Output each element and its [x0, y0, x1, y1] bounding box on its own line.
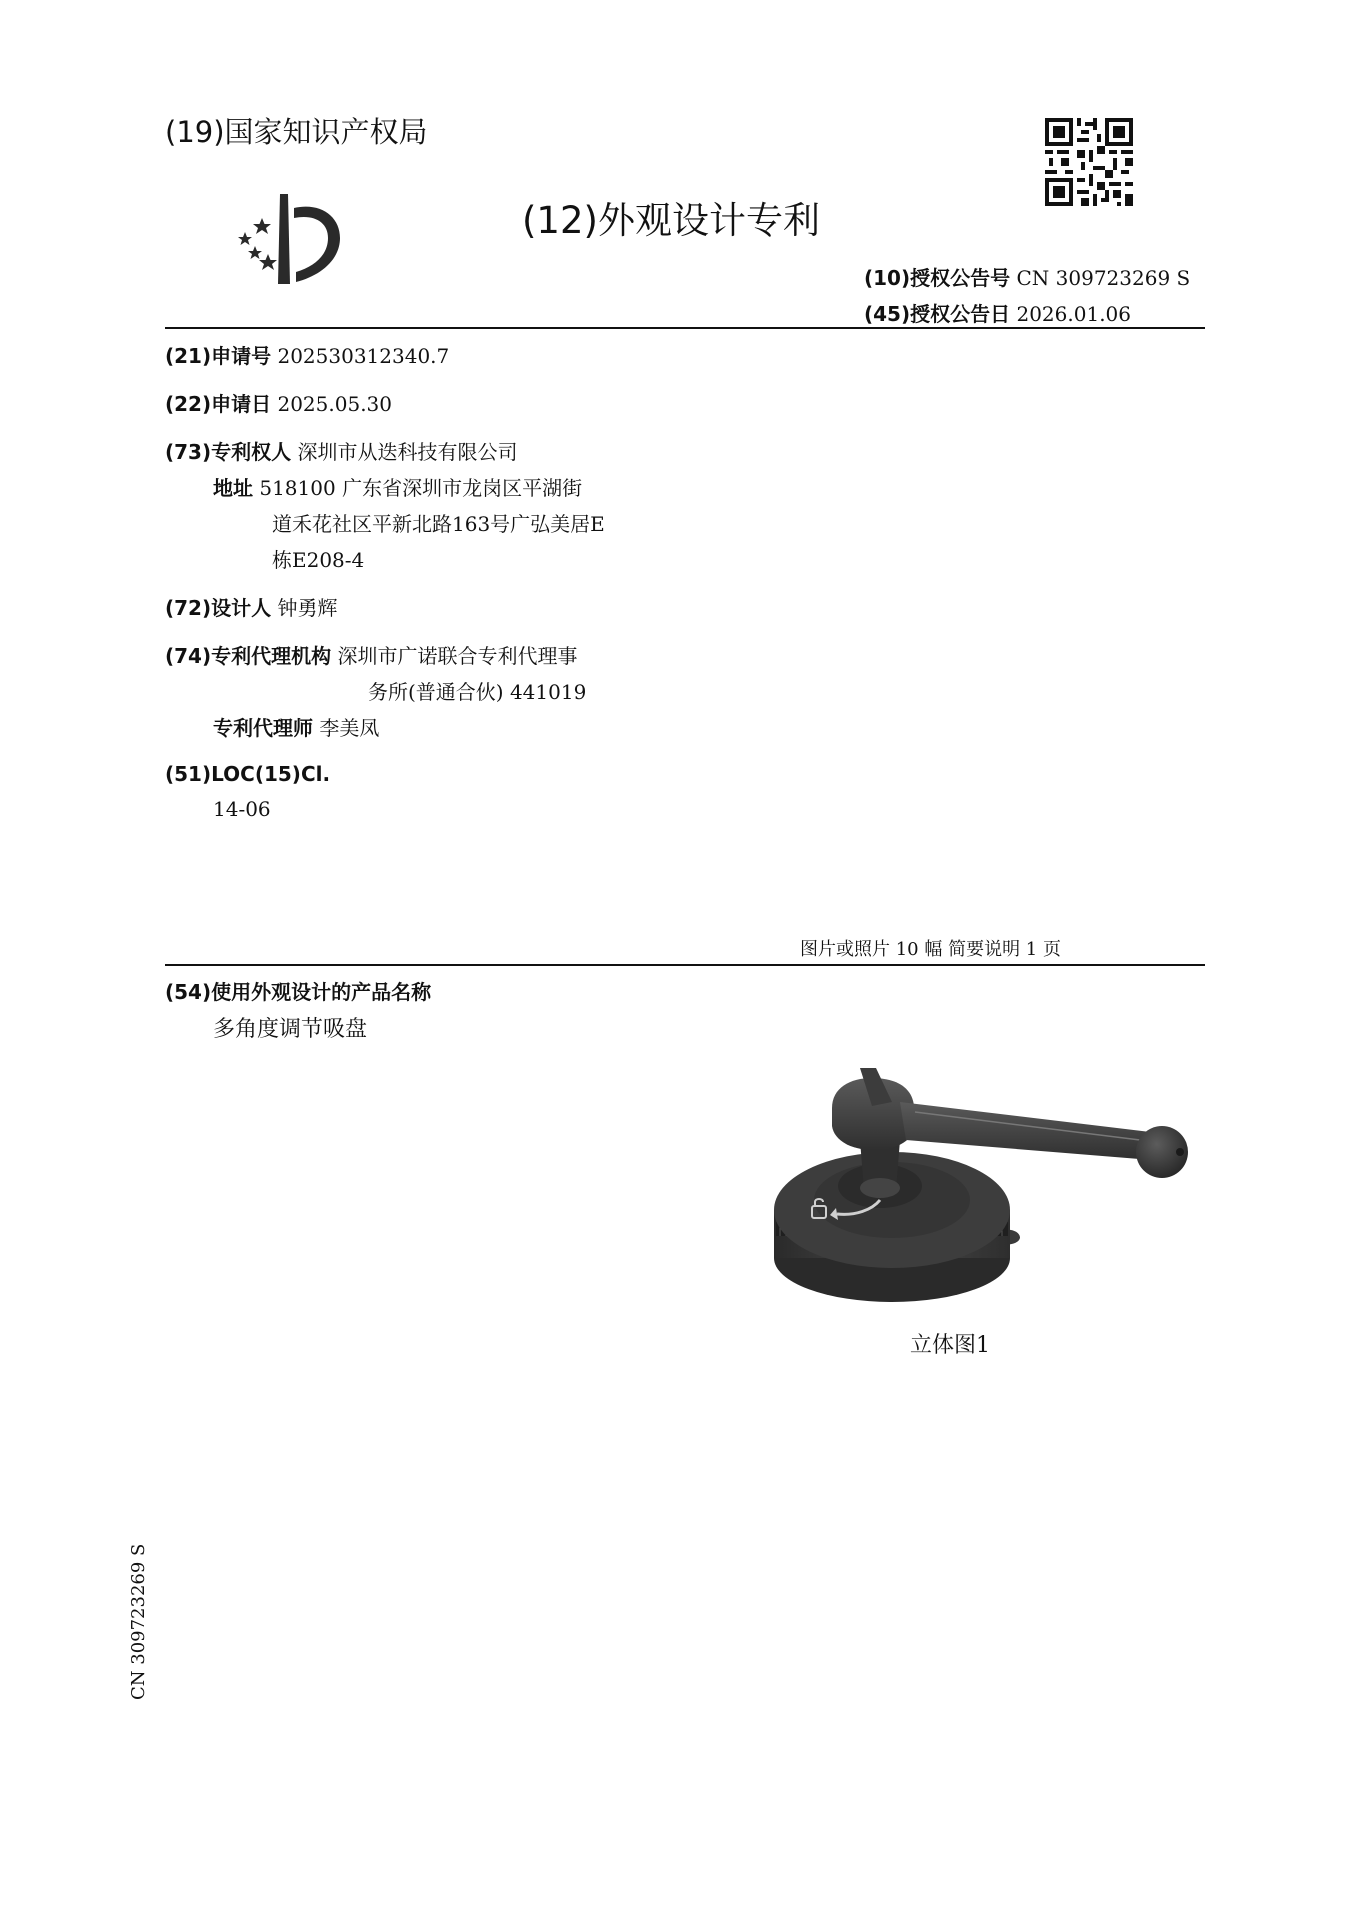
address-label: 地址 [213, 476, 253, 500]
app-no: 202530312340.7 [277, 344, 450, 368]
loc-label: (51)LOC(15)Cl. [165, 762, 331, 786]
designer-row [165, 592, 337, 621]
product-name: 多角度调节吸盘 [213, 1017, 368, 1042]
patentee-label: (73)专利权人 [165, 440, 292, 464]
designer: 钟勇辉 [277, 596, 338, 620]
grant-pub-date: 2026.01.06 [1016, 302, 1131, 326]
designer-label: (72)设计人 [165, 596, 272, 620]
document-type: (12)外观设计专利 [522, 199, 820, 242]
product-name-label: (54)使用外观设计的产品名称 [165, 980, 432, 1004]
app-date: 2025.05.30 [277, 392, 392, 416]
header-divider [165, 327, 1205, 329]
counts-divider [165, 964, 1205, 966]
side-publication-number: CN 309723269 S [128, 1543, 149, 1700]
agent: 李美凤 [319, 716, 380, 740]
cnipa-emblem-icon [228, 188, 358, 288]
grant-pub-no-row [864, 262, 1190, 291]
office-name: (19)国家知识产权局 [165, 115, 428, 149]
grant-pub-no-label: (10)授权公告号 [864, 266, 1011, 290]
agency-label: (74)专利代理机构 [165, 644, 332, 668]
product-figure [700, 1010, 1200, 1310]
agent-label: 专利代理师 [213, 716, 313, 740]
grant-pub-no: CN 309723269 S [1016, 266, 1191, 290]
grant-pub-date-row [864, 298, 1131, 327]
agency-row [165, 640, 577, 669]
address-line-2: 道禾花社区平新北路163号广弘美居E [272, 512, 605, 536]
address-row [213, 472, 582, 501]
grant-pub-date-label: (45)授权公告日 [864, 302, 1011, 326]
agent-row [213, 712, 379, 741]
app-no-label: (21)申请号 [165, 344, 272, 368]
address-line-1: 518100 广东省深圳市龙岗区平湖街 [259, 476, 583, 500]
patentee-row [165, 436, 517, 465]
agency-line-1: 深圳市广诺联合专利代理事 [337, 644, 578, 668]
figure-counts: 图片或照片 10 幅 简要说明 1 页 [800, 939, 1061, 960]
qr-code [1045, 118, 1133, 206]
loc-value: 14-06 [213, 797, 271, 821]
app-date-row [165, 388, 392, 417]
app-no-row [165, 340, 449, 369]
app-date-label: (22)申请日 [165, 392, 272, 416]
figure-caption: 立体图1 [910, 1333, 990, 1358]
patentee: 深圳市从迭科技有限公司 [297, 440, 518, 464]
agency-line-2: 务所(普通合伙) 441019 [368, 680, 587, 704]
address-line-3: 栋E208-4 [272, 548, 365, 572]
